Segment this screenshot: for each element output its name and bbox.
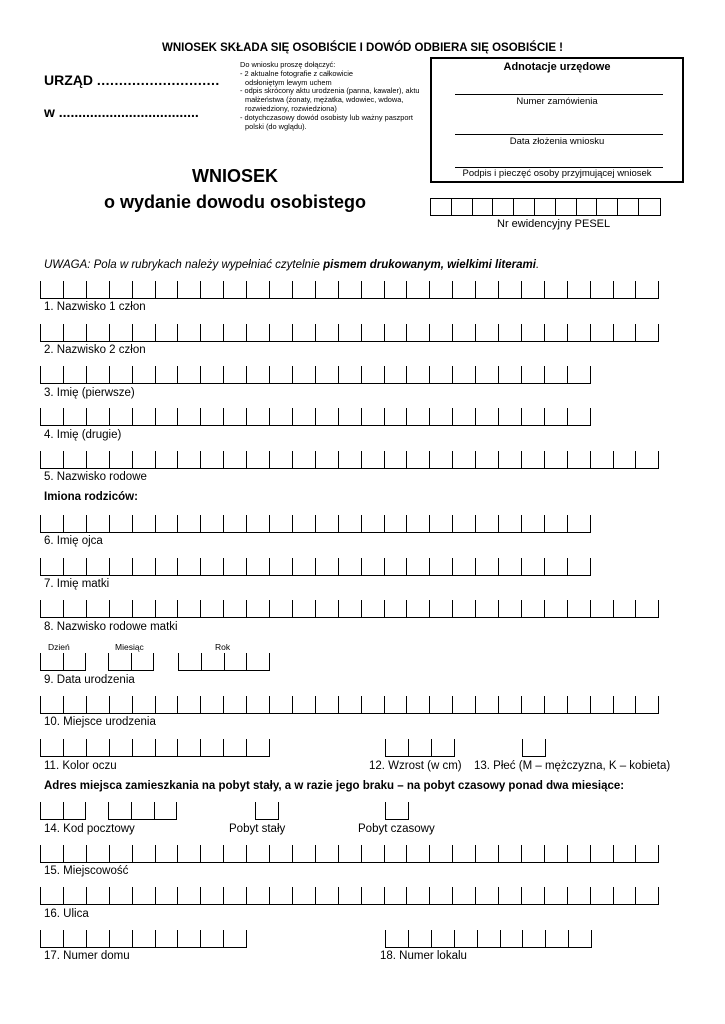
submission-date-label: Data złożenia wniosku: [509, 136, 605, 147]
mother-family-name-label: 8. Nazwisko rodowe matki: [44, 621, 178, 633]
official-box-title: Adnotacje urzędowe: [503, 61, 611, 73]
form-subtitle: o wydanie dowodu osobistego: [103, 192, 366, 212]
fill-instructions: [44, 259, 539, 271]
signature-label: Podpis i pieczęć osoby przyjmującej wniosek: [462, 168, 652, 179]
family-name-input[interactable]: [40, 451, 658, 469]
birth-month-input[interactable]: [108, 653, 153, 671]
top-notice: WNIOSEK SKŁADA SIĘ OSOBIŚCIE I DOWÓD ODBIERA SIĘ OSOBIŚCIE !: [161, 42, 564, 54]
form-title: WNIOSEK: [191, 166, 278, 186]
second-name-label: 4. Imię (drugie): [44, 429, 122, 441]
surname2-input[interactable]: [40, 324, 658, 342]
address-heading: Adres miejsca zamieszkania na pobyt stały, a w razie jego braku – na pobyt czasowy ponad dwa miesiące:: [44, 780, 625, 792]
mother-family-name-input[interactable]: [40, 600, 658, 618]
note-suffix: .: [535, 259, 540, 271]
birth-place-label: 10. Miejsce urodzenia: [44, 716, 156, 728]
house-number-input[interactable]: [40, 930, 246, 948]
apartment-number-input[interactable]: [385, 930, 591, 948]
eye-color-input[interactable]: [40, 739, 269, 757]
mother-name-input[interactable]: [40, 558, 590, 576]
attachments-line: polski (do wglądu).: [245, 121, 307, 131]
year-label: Rok: [215, 642, 231, 652]
surname1-input[interactable]: [40, 281, 658, 299]
temporary-residence-label: Pobyt czasowy: [358, 823, 435, 835]
permanent-residence-checkbox[interactable]: [255, 802, 278, 820]
height-label: 12. Wzrost (w cm): [369, 760, 462, 772]
eye-color-label: 11. Kolor oczu: [44, 760, 117, 772]
month-label: Miesiąc: [115, 642, 144, 652]
birth-date-label: 9. Data urodzenia: [44, 674, 135, 686]
street-label: 16. Ulica: [44, 908, 89, 920]
attachments-line: rozwiedziony, rozwiedziona): [245, 103, 337, 113]
submission-date-line[interactable]: [455, 134, 663, 135]
day-label: Dzień: [48, 642, 70, 652]
order-number-label: Numer zamówienia: [516, 96, 598, 107]
attachments-note: [240, 61, 430, 131]
sex-label: 13. Płeć (M – mężczyzna, K – kobieta): [474, 760, 671, 772]
locality-input[interactable]: [40, 845, 658, 863]
mother-name-label: 7. Imię matki: [44, 578, 110, 590]
location-label: w: [44, 104, 55, 120]
surname1-label: 1. Nazwisko 1 człon: [44, 301, 146, 313]
house-number-label: 17. Numer domu: [44, 950, 130, 962]
birth-day-input[interactable]: [40, 653, 85, 671]
office-line: [44, 72, 220, 88]
birth-place-input[interactable]: [40, 696, 658, 714]
order-number-line[interactable]: [455, 94, 663, 95]
attachments-line: - odpis skrócony aktu urodzenia (panna, kawaler), aktu: [240, 86, 420, 96]
locality-label: 15. Miejscowość: [44, 865, 129, 877]
office-field[interactable]: ............................: [96, 72, 220, 88]
surname2-label: 2. Nazwisko 2 człon: [44, 344, 146, 356]
pesel-label: Nr ewidencyjny PESEL: [497, 218, 611, 230]
pesel-input[interactable]: [430, 198, 661, 216]
height-input[interactable]: [385, 739, 454, 757]
first-name-input[interactable]: [40, 366, 590, 384]
office-label: URZĄD: [44, 72, 93, 88]
permanent-residence-label: Pobyt stały: [229, 823, 286, 835]
sex-input[interactable]: [522, 739, 545, 757]
attachments-line: - dotychczasowy dowód osobisty lub ważny paszport: [240, 112, 413, 122]
location-line: [44, 104, 199, 120]
note-prefix: UWAGA: Pola w rubrykach należy wypełniać czytelnie: [44, 259, 324, 271]
postal-code-b-input[interactable]: [108, 802, 176, 820]
attachments-line: - 2 aktualne fotografie z całkowicie: [240, 68, 353, 78]
apartment-number-label: 18. Numer lokalu: [380, 950, 467, 962]
attachments-line: odsłoniętym lewym uchem: [245, 77, 332, 87]
first-name-label: 3. Imię (pierwsze): [44, 387, 135, 399]
location-field[interactable]: ....................................: [58, 104, 199, 120]
official-annotations-box: [430, 57, 684, 183]
father-name-input[interactable]: [40, 515, 590, 533]
family-name-label: 5. Nazwisko rodowe: [44, 471, 147, 483]
temporary-residence-checkbox[interactable]: [385, 802, 408, 820]
street-input[interactable]: [40, 887, 658, 905]
father-name-label: 6. Imię ojca: [44, 535, 103, 547]
postal-code-a-input[interactable]: [40, 802, 85, 820]
birth-year-input[interactable]: [178, 653, 269, 671]
parents-heading: Imiona rodziców:: [44, 491, 138, 503]
attachments-line: Do wniosku proszę dołączyć:: [240, 60, 336, 69]
note-emphasis: pismem drukowanym, wielkimi literami: [323, 259, 536, 271]
postal-code-label: 14. Kod pocztowy: [44, 823, 135, 835]
attachments-line: małżeństwa (żonaty, mężatka, wdowiec, wdowa,: [245, 95, 404, 105]
second-name-input[interactable]: [40, 408, 590, 426]
